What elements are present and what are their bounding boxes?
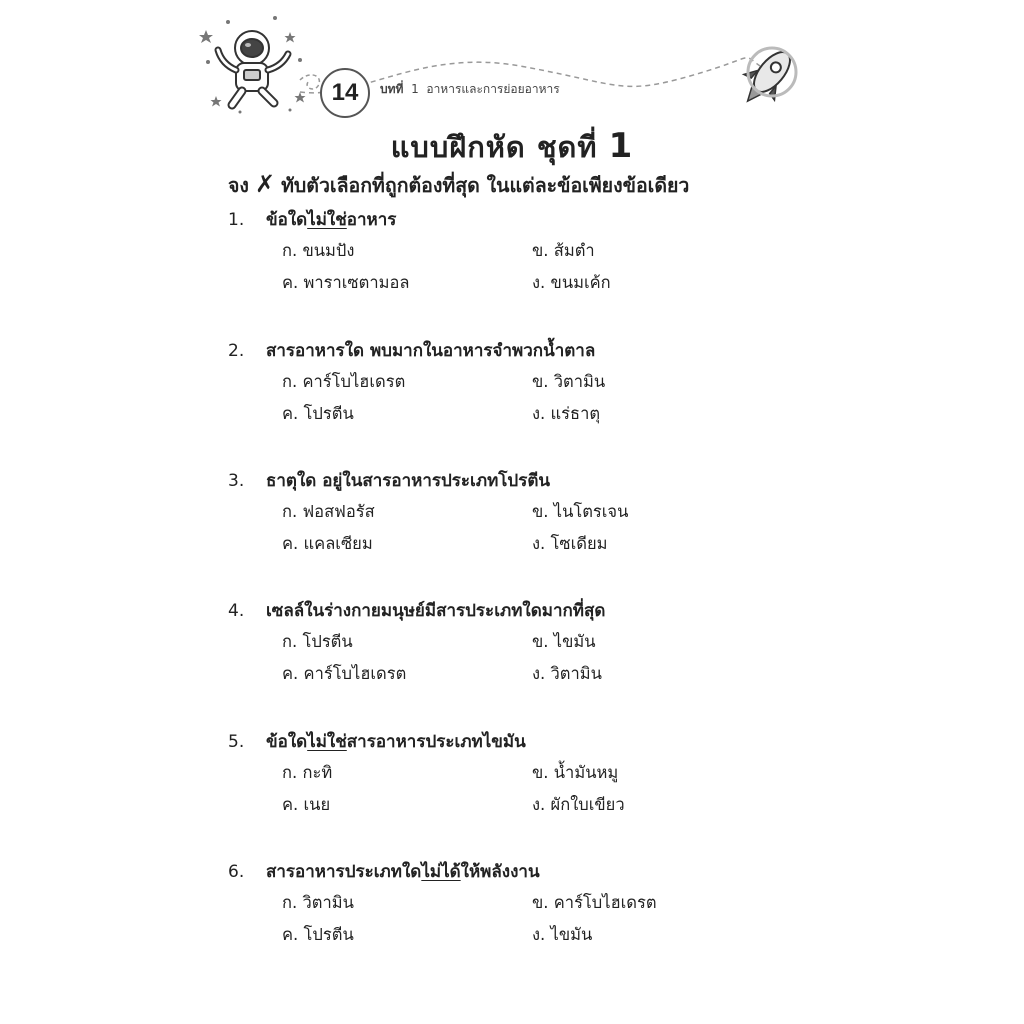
option-c[interactable]: ค. เนย	[282, 795, 331, 814]
astronaut-icon	[218, 31, 288, 105]
question-stem	[228, 597, 828, 627]
stem-text: ข้อใด	[266, 210, 308, 230]
option-a[interactable]: ก. ฟอสฟอรัส	[282, 502, 375, 521]
option-a[interactable]: ก. คาร์โบไฮเดรต	[282, 372, 406, 391]
option-c[interactable]: ค. โปรตีน	[282, 404, 354, 423]
option-b[interactable]: ข. ส้มตำ	[532, 241, 595, 260]
question-stem	[228, 337, 828, 367]
question-number: 5.	[228, 732, 245, 752]
option-d[interactable]: ง. ไขมัน	[532, 925, 593, 944]
stem-underline: ไม่ใช่	[307, 210, 347, 230]
option-d[interactable]: ง. ผักใบเขียว	[532, 795, 625, 814]
question-6	[228, 858, 828, 944]
option-a[interactable]: ก. โปรตีน	[282, 632, 353, 651]
question-number: 2.	[228, 341, 245, 361]
instruction	[228, 170, 689, 201]
rocket-icon	[732, 41, 802, 114]
cross-mark-icon: ✗	[254, 170, 276, 198]
option-d[interactable]: ง. โซเดียม	[532, 534, 608, 553]
question-stem	[228, 206, 828, 236]
chapter-header	[380, 80, 560, 99]
page-number: 14	[331, 79, 359, 106]
stem-text: เซลล์ในร่างกายมนุษย์มีสารประเภทใดมากที่สุด	[266, 601, 606, 621]
option-b[interactable]: ข. ไนโตรเจน	[532, 502, 629, 521]
question-3	[228, 467, 828, 553]
option-d[interactable]: ง. ขนมเค้ก	[532, 273, 611, 292]
option-b[interactable]: ข. น้ำมันหมู	[532, 763, 619, 782]
question-stem	[228, 467, 828, 497]
question-number: 6.	[228, 862, 245, 882]
stem-underline: ไม่ได้	[421, 862, 461, 882]
option-c[interactable]: ค. โปรตีน	[282, 925, 354, 944]
question-1	[228, 206, 828, 292]
stem-text-end: อาหาร	[346, 210, 397, 230]
stem-text-end: ให้พลังงาน	[460, 862, 540, 882]
option-a[interactable]: ก. วิตามิน	[282, 893, 354, 912]
option-d[interactable]: ง. วิตามิน	[532, 664, 602, 683]
stem-underline: ไม่ใช่	[307, 732, 347, 752]
chapter-label: บทที่	[380, 82, 404, 96]
question-number: 1.	[228, 210, 245, 230]
question-5	[228, 728, 828, 814]
option-b[interactable]: ข. ไขมัน	[532, 632, 596, 651]
option-b[interactable]: ข. คาร์โบไฮเดรต	[532, 893, 657, 912]
chapter-number: 1	[411, 82, 419, 96]
option-d[interactable]: ง. แร่ธาตุ	[532, 404, 601, 423]
option-c[interactable]: ค. คาร์โบไฮเดรต	[282, 664, 407, 683]
option-a[interactable]: ก. ขนมปัง	[282, 241, 355, 260]
question-stem	[228, 858, 828, 888]
question-number: 4.	[228, 601, 245, 621]
option-a[interactable]: ก. กะทิ	[282, 763, 333, 782]
page-title	[0, 124, 1024, 170]
option-b[interactable]: ข. วิตามิน	[532, 372, 606, 391]
title-number: 1	[608, 126, 634, 166]
chapter-title: อาหารและการย่อยอาหาร	[426, 82, 560, 96]
question-2	[228, 337, 828, 423]
page-number-badge	[320, 68, 370, 118]
option-c[interactable]: ค. พาราเซตามอล	[282, 273, 410, 292]
stem-text: สารอาหารประเภทใด	[266, 862, 422, 882]
stem-text: ข้อใด	[266, 732, 308, 752]
stem-text: ธาตุใด อยู่ในสารอาหารประเภทโปรตีน	[266, 471, 550, 491]
header-decoration	[0, 0, 1024, 130]
question-4	[228, 597, 828, 683]
question-number: 3.	[228, 471, 245, 491]
question-stem	[228, 728, 828, 758]
stem-text: สารอาหารใด พบมากในอาหารจำพวกน้ำตาล	[266, 341, 596, 361]
stem-text-end: สารอาหารประเภทไขมัน	[346, 732, 526, 752]
instruction-before: จง	[228, 174, 249, 197]
title-text: แบบฝึกหัด ชุดที่	[390, 130, 598, 164]
instruction-after: ทับตัวเลือกที่ถูกต้องที่สุด ในแต่ละข้อเพียงข้อเดียว	[281, 174, 690, 197]
option-c[interactable]: ค. แคลเซียม	[282, 534, 373, 553]
